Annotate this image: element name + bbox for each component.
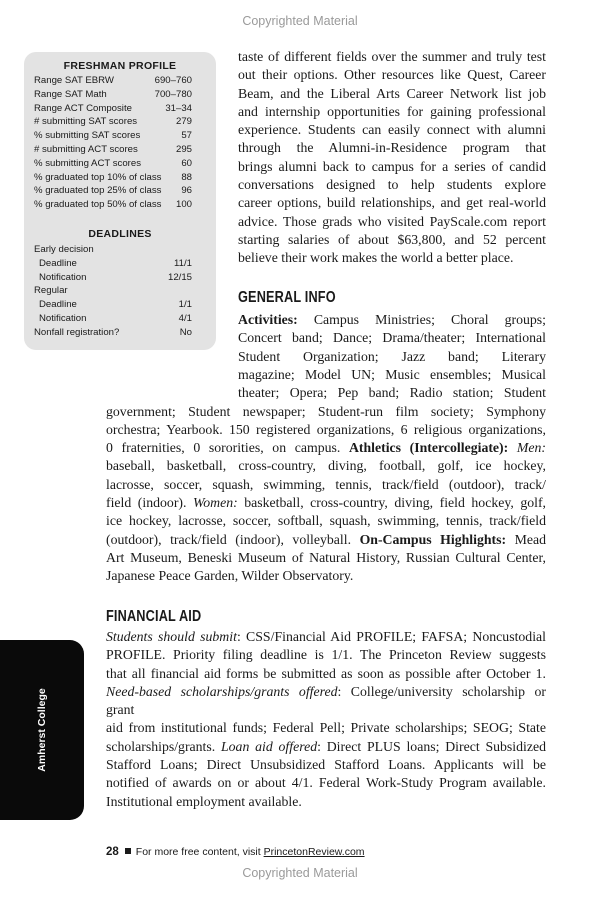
freshman-profile-sidebar [24, 52, 216, 350]
stat-value: 1/1 [178, 299, 192, 311]
freshman-profile-heading: FRESHMAN PROFILE [63, 60, 177, 72]
sidebar-stat-row [34, 257, 192, 270]
sidebar-stat-row [34, 88, 192, 101]
stat-value: 4/1 [178, 313, 192, 324]
stat-label: # submitting SAT scores [34, 116, 138, 128]
stat-label: % graduated top 50% of class [34, 199, 162, 211]
page-number: 28 [106, 846, 119, 858]
stat-label: Range ACT Composite [34, 102, 132, 114]
stat-value: 279 [175, 116, 192, 128]
alumni-paragraph [238, 48, 546, 268]
stat-label: Early decision [34, 244, 94, 255]
copyright-watermark-bottom: Copyrighted Material [242, 866, 358, 880]
stat-value: 57 [181, 130, 192, 142]
sidebar-stat-row [34, 129, 192, 142]
women-label: Women: [193, 494, 238, 510]
need-based-label: Need-based scholarships/grants offered [106, 683, 338, 699]
page-footer [106, 846, 365, 858]
paragraph-line: taste of different fields over the summer and truly test [238, 49, 546, 64]
activities-line: Concert band; Dance; Drama/theater; International [238, 330, 546, 346]
college-side-tab [0, 640, 84, 820]
activities-line: Activities: Campus Ministries; Choral groups; [238, 312, 546, 327]
paragraph-line: career options, build relationships, and get real-world [238, 195, 546, 211]
stat-label: % graduated top 10% of class [34, 171, 162, 183]
sidebar-stat-row [34, 312, 192, 325]
paragraph-line: and internship opportunities for gaining professional [238, 103, 546, 119]
deadlines-heading: DEADLINES [88, 228, 152, 240]
highlights-label: On-Campus Highlights: [359, 531, 507, 547]
paragraph-line: out their options. Other resources like Quest, Career [238, 67, 546, 83]
sidebar-stat-row [34, 143, 192, 156]
stat-label: Regular [34, 285, 68, 297]
stat-value: 700–780 [154, 88, 192, 100]
sidebar-stat-row [34, 198, 192, 211]
square-bullet-icon [125, 848, 131, 854]
sidebar-stat-row [34, 326, 192, 339]
sidebar-stat-row [34, 271, 192, 284]
sidebar-stat-row [34, 184, 192, 197]
activities-label: Activities: [238, 312, 298, 327]
stat-value: 100 [175, 199, 192, 211]
sidebar-stat-row [34, 74, 192, 87]
submit-label: Students should submit [106, 629, 237, 644]
stat-label: % submitting ACT scores [34, 157, 141, 169]
stat-label: # submitting ACT scores [34, 144, 138, 155]
stat-value: 12/15 [167, 271, 192, 283]
paragraph-line: Beam, and the Liberal Arts Career Network list job [238, 85, 546, 101]
sidebar-stat-row [34, 243, 192, 256]
activities-line: Student Organization; Jazz band; Literary [238, 348, 546, 364]
princeton-review-link[interactable]: PrincetonReview.com [263, 846, 365, 858]
stat-label: % submitting SAT scores [34, 130, 141, 142]
stat-label: Nonfall registration? [34, 326, 120, 338]
activities-narrow-block [238, 311, 546, 402]
stat-label: Notification [39, 271, 87, 283]
athletics-label: Athletics (Intercollegiate): [348, 440, 509, 456]
stat-label: Deadline [39, 299, 77, 311]
footer-text: For more free content, visit [135, 846, 264, 858]
financial-aid-heading: FINANCIAL AID [106, 608, 202, 625]
paragraph-line: conversations designed to help students explore [238, 177, 546, 193]
paragraph-line: believe their work makes the world a better place. [238, 250, 514, 266]
financial-aid-block: Students should submit: CSS/Financial Aid PROFILE; FAFSA; Noncustodial PROFILE. Priority filing deadline is 1/1. The Princeton Review suggests that all financial aid forms be submitted as soon as possible after October 1. Need-based scholarships/grants offered: College/university scholarship or grant aid from institutional funds; Federal Pell; Private scholarships; SEOG; State scholarships/grants. Loan aid offered: Direct PLUS loans; Direct Subsidized Stafford Loans; Direct Unsubsidized Stafford Loans. Applicants will be notified of awards on or about 4/1. Federal Work-Study Program available. Institutional employment available. [106, 629, 546, 809]
general-info-heading: GENERAL INFO [238, 289, 336, 306]
copyright-watermark-top: Copyrighted Material [242, 14, 358, 28]
paragraph-line: brings alumni back to campus for a series of candid [238, 158, 546, 174]
stat-label: Range SAT Math [34, 88, 107, 100]
stat-label: % graduated top 25% of class [34, 185, 162, 197]
stat-value: No [179, 326, 192, 338]
stat-value: 96 [181, 185, 192, 197]
sidebar-stat-row [34, 157, 192, 170]
sidebar-stat-row [34, 171, 192, 184]
activities-wide-block: government; Student newspaper; Student-run film society; Symphony orchestra; Yearbook. 150 registered organizations, 6 religious organizations, 0 fraternities, 0 sororities, on campus. Athletics (Intercollegiate): Men: baseball, basketball, cross-country, diving, football, golf, ice hockey, lacrosse, soccer, squash, swimming, tennis, track/field (outdoor), track/ field (indoor). Women: basketball, cross-country, diving, field hockey, golf, ice hockey, lacrosse, soccer, softball, squash, swimming, tennis, track/field (outdoor), track/field (indoor), volleyball. On-Campus Highlights: Mead Art Museum, Beneski Museum of Natural History, Russian Cultural Center, Japanese Peace Garden, Wilder Observatory. [106, 403, 547, 584]
stat-value: 88 [181, 171, 192, 183]
sidebar-stat-row [34, 284, 192, 297]
loan-aid-label: Loan aid offered [220, 738, 318, 754]
stat-label: Notification [39, 313, 87, 324]
paragraph-line: advice. Those grads who visited PayScale.com report [238, 213, 546, 229]
stat-label: Deadline [39, 257, 77, 269]
stat-label: Range SAT EBRW [34, 75, 114, 86]
paragraph-line: through the Alumni-in-Residence program that [238, 140, 546, 156]
stat-value: 690–760 [154, 75, 192, 86]
sidebar-stat-row [34, 102, 192, 115]
stat-value: 31–34 [165, 102, 192, 114]
sidebar-stat-row [34, 298, 192, 311]
sidebar-stat-row [34, 115, 192, 128]
stat-value: 60 [181, 157, 192, 169]
stat-value: 295 [175, 144, 192, 155]
college-side-tab-label: Amherst College [36, 688, 48, 772]
paragraph-line: experience. Students can easily connect with alumni [238, 122, 546, 138]
activities-line: magazine; Model UN; Music ensembles; Musical [238, 366, 546, 382]
men-label: Men: [516, 440, 546, 456]
stat-value: 11/1 [174, 257, 192, 269]
paragraph-line: starting salaries of about $63,800, and 52 percent [238, 231, 546, 247]
activities-line: theater; Opera; Pep band; Radio station; Student [238, 385, 546, 401]
